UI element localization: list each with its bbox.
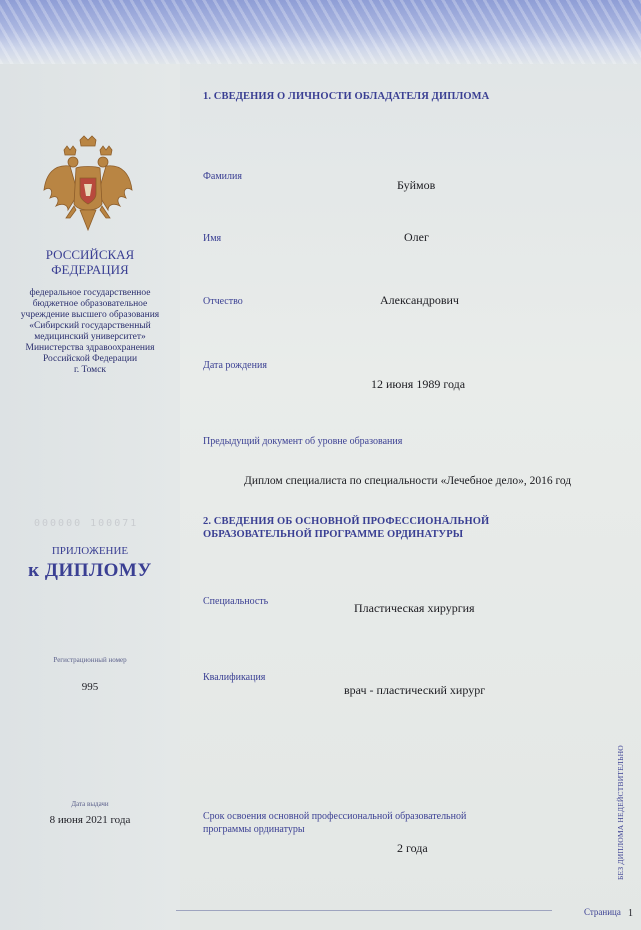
footer-rule xyxy=(176,910,552,911)
appendix-title-big: к ДИПЛОМУ xyxy=(28,560,152,581)
section1-title: 1. СВЕДЕНИЯ О ЛИЧНОСТИ ОБЛАДАТЕЛЯ ДИПЛОМА xyxy=(203,91,490,102)
surname-value: Буймов xyxy=(397,178,436,192)
coat-of-arms-icon xyxy=(40,134,136,234)
birth-date-label: Дата рождения xyxy=(203,360,267,371)
duration-value: 2 года xyxy=(397,841,428,855)
previous-document-value: Диплом специалиста по специальности «Лечебное дело», 2016 год xyxy=(244,475,572,487)
name-label: Имя xyxy=(203,233,222,244)
issuer-line: учреждение высшего образования xyxy=(20,310,160,320)
issuer-line: «Сибирский государственный xyxy=(29,321,151,331)
country-name-line1: РОССИЙСКАЯ xyxy=(45,247,135,262)
registration-number-label: Регистрационный номер xyxy=(53,656,127,664)
page-number: 1 xyxy=(628,908,633,919)
qualification-value: врач - пластический хирург xyxy=(344,683,486,697)
vertical-validity-note: БЕЗ ДИПЛОМА НЕДЕЙСТВИТЕЛЬНО xyxy=(616,745,625,880)
issuer-line: Российской Федерации xyxy=(42,354,138,364)
birth-date-value: 12 июня 1989 года xyxy=(371,377,466,391)
issuer-line: федеральное государственное xyxy=(29,288,151,298)
name-value: Олег xyxy=(404,230,429,244)
patronymic-label: Отчество xyxy=(203,296,243,307)
appendix-title-small: ПРИЛОЖЕНИЕ xyxy=(51,545,129,557)
qualification-label: Квалификация xyxy=(203,672,266,683)
section2-title-line1: 2. СВЕДЕНИЯ ОБ ОСНОВНОЙ ПРОФЕССИОНАЛЬНОЙ xyxy=(203,516,490,527)
decorative-top-band xyxy=(0,0,641,64)
registration-number: 995 xyxy=(81,681,99,693)
surname-label: Фамилия xyxy=(203,171,242,182)
specialty-label: Специальность xyxy=(203,596,269,607)
issue-date-label: Дата выдачи xyxy=(71,800,109,808)
issuer-line: г. Томск xyxy=(73,365,107,375)
patronymic-value: Александрович xyxy=(380,293,459,307)
section2-title-line2: ОБРАЗОВАТЕЛЬНОЙ ПРОГРАММЕ ОРДИНАТУРЫ xyxy=(203,529,464,540)
issuer-line: медицинский университет» xyxy=(34,332,146,342)
issuer-line: Министерства здравоохранения xyxy=(25,343,155,353)
issuer-line: бюджетное образовательное xyxy=(32,299,148,309)
previous-document-label: Предыдущий документ об уровне образования xyxy=(203,436,403,447)
specialty-value: Пластическая хирургия xyxy=(354,601,475,615)
duration-label-line2: программы ординатуры xyxy=(203,824,305,835)
faint-serial-number: 000000 100071 xyxy=(34,518,139,529)
issue-date: 8 июня 2021 года xyxy=(49,814,131,826)
country-name-line2: ФЕДЕРАЦИЯ xyxy=(51,262,129,277)
duration-label-line1: Срок освоения основной профессиональной образовательной xyxy=(203,811,467,822)
page-label: Страница xyxy=(584,907,621,917)
